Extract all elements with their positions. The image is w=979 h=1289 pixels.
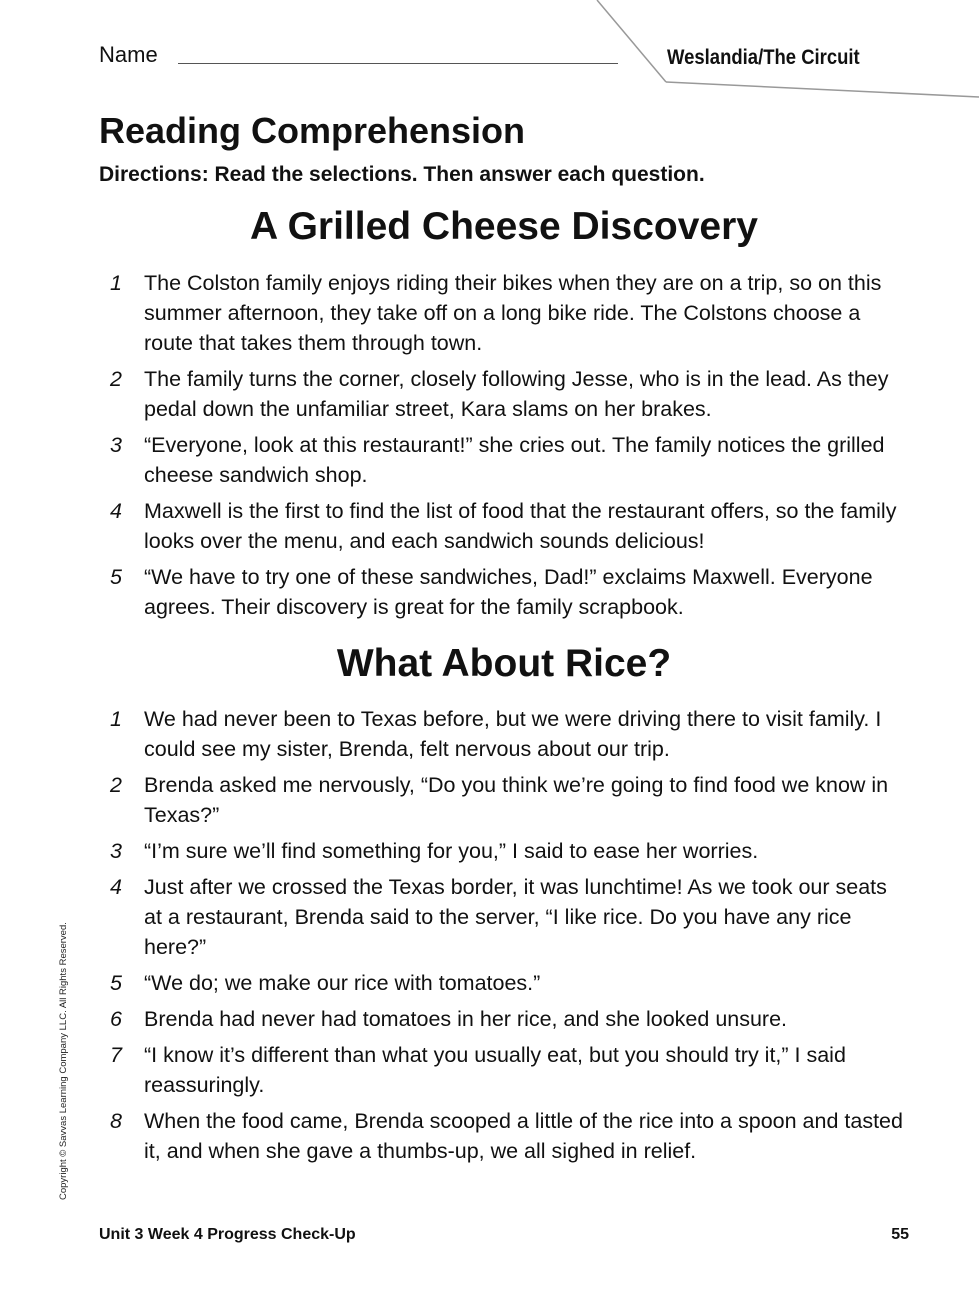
paragraph-number: 1 bbox=[110, 707, 122, 731]
story2-paragraph-5 bbox=[100, 968, 910, 998]
paragraph-text: Brenda asked me nervously, “Do you think we’re going to find food we know in Texas?” bbox=[144, 773, 889, 827]
paragraph-number: 2 bbox=[110, 773, 122, 797]
paragraph-text: Just after we crossed the Texas border, it was lunchtime! As we took our seats at a restaurant, Brenda said to the server, “I like rice. Do you have any rice here?” bbox=[144, 875, 887, 959]
story1-paragraph-3 bbox=[100, 430, 910, 490]
paragraph-text: “I’m sure we’ll find something for you,” I said to ease her worries. bbox=[144, 839, 759, 863]
paragraph-number: 7 bbox=[110, 1043, 122, 1067]
name-input-line[interactable] bbox=[178, 63, 618, 64]
paragraph-text: “I know it’s different than what you usually eat, but you should try it,” I said reassuringly. bbox=[144, 1043, 846, 1097]
paragraph-text: The family turns the corner, closely following Jesse, who is in the lead. As they pedal down the unfamiliar street, Kara slams on her brakes. bbox=[144, 367, 889, 421]
paragraph-text: “Everyone, look at this restaurant!” she cries out. The family notices the grilled cheese sandwich shop. bbox=[144, 433, 885, 487]
paragraph-number: 4 bbox=[110, 875, 122, 899]
paragraph-number: 1 bbox=[110, 271, 122, 295]
paragraph-number: 8 bbox=[110, 1109, 122, 1133]
paragraph-text: “We have to try one of these sandwiches, Dad!” exclaims Maxwell. Everyone agrees. Their discovery is great for the family scrapbook. bbox=[144, 565, 873, 619]
paragraph-number: 3 bbox=[110, 839, 122, 863]
story2-paragraph-3 bbox=[100, 836, 910, 866]
paragraph-text: We had never been to Texas before, but we were driving there to visit family. I could see my sister, Brenda, felt nervous about our trip. bbox=[144, 707, 882, 761]
paragraph-text: “We do; we make our rice with tomatoes.” bbox=[144, 971, 541, 995]
page-number: 55 bbox=[891, 1226, 909, 1243]
story1-paragraph-4 bbox=[100, 496, 910, 556]
paragraph-text: Maxwell is the first to find the list of food that the restaurant offers, so the family looks over the menu, and each sandwich sounds delicious! bbox=[144, 499, 897, 553]
footer-unit-label: Unit 3 Week 4 Progress Check-Up bbox=[99, 1226, 356, 1243]
directions: Directions: Read the selections. Then answer each question. bbox=[99, 163, 705, 186]
story1-paragraph-1 bbox=[100, 268, 910, 358]
paragraph-number: 4 bbox=[110, 499, 122, 523]
story2-paragraph-2 bbox=[100, 770, 910, 830]
section-heading: Reading Comprehension bbox=[99, 110, 526, 151]
story2-paragraph-4 bbox=[100, 872, 910, 962]
paragraph-number: 2 bbox=[110, 367, 122, 391]
paragraph-text: The Colston family enjoys riding their bikes when they are on a trip, so on this summer afternoon, they take off on a long bike ride. The Colstons choose a route that takes them through town. bbox=[144, 271, 882, 355]
paragraph-number: 3 bbox=[110, 433, 122, 457]
story1-paragraph-5 bbox=[100, 562, 910, 622]
story2-paragraph-1 bbox=[100, 704, 910, 764]
story1-title: A Grilled Cheese Discovery bbox=[250, 205, 758, 248]
paragraph-text: When the food came, Brenda scooped a little of the rice into a spoon and tasted it, and when she gave a thumbs-up, we all sighed in relief. bbox=[144, 1109, 903, 1163]
story1-paragraph-2 bbox=[100, 364, 910, 424]
paragraph-number: 6 bbox=[110, 1007, 122, 1031]
name-label: Name bbox=[99, 42, 158, 67]
story2-paragraph-7 bbox=[100, 1040, 910, 1100]
selection-title: Weslandia/The Circuit bbox=[667, 46, 860, 69]
story2-paragraph-6 bbox=[100, 1004, 910, 1034]
paragraph-number: 5 bbox=[110, 971, 122, 995]
story2-paragraph-8 bbox=[100, 1106, 910, 1166]
copyright-notice: Copyright © Savvas Learning Company LLC. All Rights Reserved. bbox=[58, 922, 69, 1200]
story2-title: What About Rice? bbox=[336, 642, 672, 685]
paragraph-text: Brenda had never had tomatoes in her rice, and she looked unsure. bbox=[144, 1007, 788, 1031]
paragraph-number: 5 bbox=[110, 565, 122, 589]
